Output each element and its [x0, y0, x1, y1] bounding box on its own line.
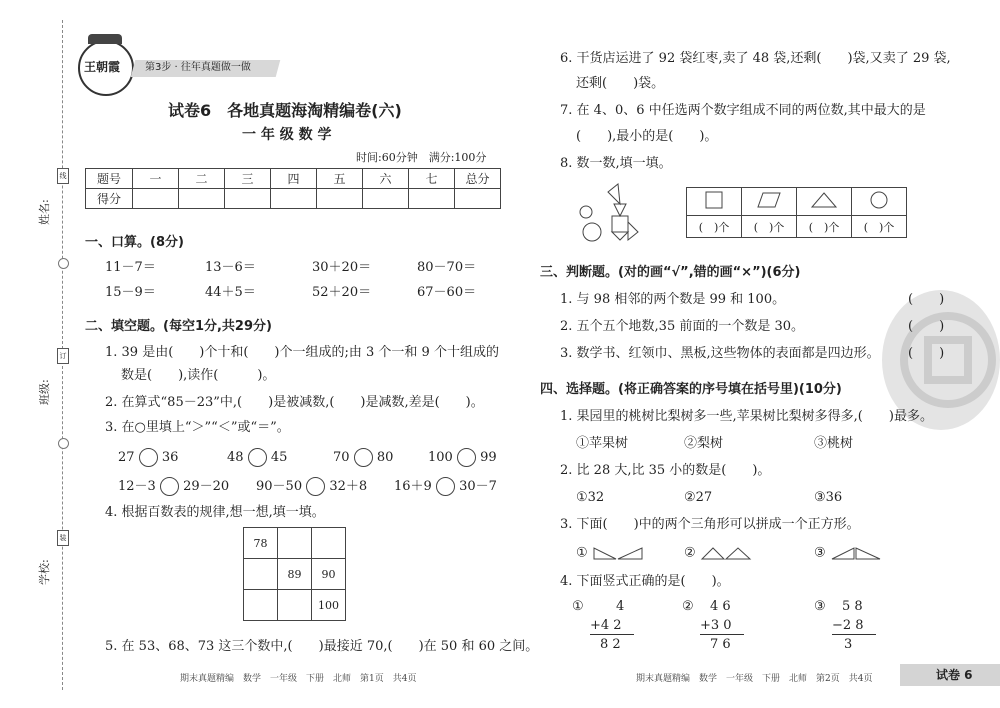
grid-cell[interactable]: [244, 590, 278, 621]
score-cell[interactable]: [271, 189, 317, 209]
q6-line1: 6. 干货店运进了 92 袋红枣,卖了 48 袋,还剩( )袋,又卖了 29 袋,: [560, 51, 951, 66]
shape-count-blank[interactable]: ( )个: [852, 216, 907, 238]
score-cell[interactable]: [133, 189, 179, 209]
q8: 8. 数一数,填一填。: [560, 156, 672, 171]
score-header-cell: 一: [133, 169, 179, 189]
oral-calc-item: 80－70＝: [417, 260, 477, 275]
section-1-heading: 一、口算。(8分): [85, 235, 184, 250]
score-cell[interactable]: [455, 189, 501, 209]
fill-q5: 5. 在 53、68、73 这三个数中,( )最接近 70,( )在 50 和 60 之间。: [105, 639, 539, 654]
score-cell[interactable]: [363, 189, 409, 209]
choice-option[interactable]: ①苹果树: [576, 436, 629, 451]
grid-cell[interactable]: [278, 590, 312, 621]
judge-item: 1. 与 98 相邻的两个数是 99 和 100。: [560, 292, 786, 307]
grid-cell: 90: [312, 559, 346, 590]
triangle-icon: [797, 188, 852, 216]
compare-item: 48 45: [227, 450, 288, 465]
grid-cell[interactable]: [244, 559, 278, 590]
choice-q4: 4. 下面竖式正确的是( )。: [560, 574, 730, 589]
binding-hole: [58, 438, 69, 449]
choice-q1: 1. 果园里的桃树比梨树多一些,苹果树比梨树多得多,( )最多。: [560, 409, 933, 424]
score-header-cell: 五: [317, 169, 363, 189]
compare-item: 27 36: [118, 450, 179, 465]
grid-cell[interactable]: [278, 528, 312, 559]
oral-calc-item: 44＋5＝: [205, 285, 256, 300]
fill-q1-line2: 数是( ),读作( )。: [121, 368, 276, 383]
oral-calc-item: 67－60＝: [417, 285, 477, 300]
binding-hole: [58, 258, 69, 269]
fill-q4: 4. 根据百数表的规律,想一想,填一填。: [105, 505, 325, 520]
seal-box: 订: [57, 348, 69, 364]
shape-count-table: [686, 187, 907, 238]
parallelogram-icon: [742, 188, 797, 216]
fill-q2: 2. 在算式“85－23”中,( )是被减数,( )是减数,差是( )。: [105, 395, 484, 410]
judge-answer-blank[interactable]: ( ): [908, 292, 945, 307]
tangram-figure: [576, 182, 676, 248]
score-header-cell: 七: [409, 169, 455, 189]
exam-time: 时间:60分钟 满分:100分: [356, 151, 487, 164]
hundred-chart-grid: [243, 527, 346, 621]
compare-item: 90－50 32＋8: [256, 479, 368, 494]
choice-q3: 3. 下面( )中的两个三角形可以拼成一个正方形。: [560, 517, 860, 532]
vertical-calc-3[interactable]: ③ 5 8 −2 8 3: [814, 600, 884, 652]
choice-option[interactable]: ②梨树: [684, 436, 724, 451]
footer-left: 期末真题精编 数学 一年级 下册 北师 第1页 共4页: [180, 674, 417, 684]
name-field-label: 姓名:: [38, 199, 51, 225]
compare-item: 12－3 29－20: [118, 479, 230, 494]
vertical-calc-2[interactable]: ② 4 6 +3 0 7 6: [682, 600, 752, 652]
fill-q3: 3. 在○里填上“＞”“＜”或“＝”。: [105, 420, 290, 435]
exam-title: 试卷6 各地真题海淘精编卷(六): [168, 101, 402, 120]
shape-count-blank[interactable]: ( )个: [797, 216, 852, 238]
compare-circle[interactable]: [457, 448, 476, 467]
judge-answer-blank[interactable]: ( ): [908, 319, 945, 334]
score-table: [85, 168, 501, 209]
q7-line1: 7. 在 4、0、6 中任选两个数字组成不同的两位数,其中最大的是: [560, 103, 926, 118]
section-3-heading: 三、判断题。(对的画“√”,错的画“×”)(6分): [540, 265, 801, 280]
compare-circle[interactable]: [354, 448, 373, 467]
score-header-cell: 二: [179, 169, 225, 189]
score-header-cell: 三: [225, 169, 271, 189]
q6-line2: 还剩( )袋。: [576, 76, 665, 91]
fill-q1-line1: 1. 39 是由( )个十和( )个一组成的;由 3 个一和 9 个十组成的: [105, 345, 499, 360]
brand-logo: 王朝霞: [78, 40, 134, 96]
section-4-heading: 四、选择题。(将正确答案的序号填在括号里)(10分): [540, 382, 842, 397]
grid-cell: 89: [278, 559, 312, 590]
seal-box: 装: [57, 530, 69, 546]
choice-option[interactable]: ①32: [576, 490, 605, 505]
score-header-cell: 总分: [455, 169, 501, 189]
oral-calc-item: 15－9＝: [105, 285, 156, 300]
choice-option[interactable]: ③桃树: [814, 436, 854, 451]
score-header-cell: 四: [271, 169, 317, 189]
circle-icon: [852, 188, 907, 216]
judge-answer-blank[interactable]: ( ): [908, 346, 945, 361]
shape-count-blank[interactable]: ( )个: [742, 216, 797, 238]
compare-circle[interactable]: [160, 477, 179, 496]
section-2-heading: 二、填空题。(每空1分,共29分): [85, 319, 272, 334]
school-field-label: 学校:: [38, 559, 51, 585]
judge-item: 3. 数学书、红领巾、黑板,这些物体的表面都是四边形。: [560, 346, 880, 361]
judge-item: 2. 五个五个地数,35 前面的一个数是 30。: [560, 319, 805, 334]
score-header-cell: 题号: [86, 169, 133, 189]
grid-cell[interactable]: [312, 528, 346, 559]
score-cell[interactable]: [317, 189, 363, 209]
compare-circle[interactable]: [436, 477, 455, 496]
compare-item: 70 80: [333, 450, 394, 465]
subject-title: 一 年 级 数 学: [242, 127, 332, 143]
shape-count-blank[interactable]: ( )个: [687, 216, 742, 238]
compare-circle[interactable]: [139, 448, 158, 467]
score-cell[interactable]: [409, 189, 455, 209]
oral-calc-item: 13－6＝: [205, 260, 256, 275]
step-label: 第3步 · 往年真题做一做: [145, 62, 251, 73]
choice-option[interactable]: ②: [684, 546, 752, 560]
oral-calc-item: 52＋20＝: [312, 285, 372, 300]
q7-line2: ( ),最小的是( )。: [576, 129, 718, 144]
vertical-calc-1[interactable]: ① 4 +4 2 8 2: [572, 600, 642, 652]
grid-cell: 100: [312, 590, 346, 621]
footer-right: 期末真题精编 数学 一年级 下册 北师 第2页 共4页: [636, 674, 873, 684]
choice-option[interactable]: ③36: [814, 490, 843, 505]
oral-calc-item: 30＋20＝: [312, 260, 372, 275]
oral-calc-item: 11－7＝: [105, 260, 156, 275]
grid-cell: 78: [244, 528, 278, 559]
score-cell[interactable]: [179, 189, 225, 209]
seal-box: 线: [57, 168, 69, 184]
compare-circle[interactable]: [306, 477, 325, 496]
score-header-cell: 六: [363, 169, 409, 189]
score-row-label: 得分: [86, 189, 133, 209]
class-field-label: 班级:: [38, 379, 51, 405]
choice-option[interactable]: ③: [814, 546, 882, 560]
score-cell[interactable]: [225, 189, 271, 209]
compare-circle[interactable]: [248, 448, 267, 467]
page-tag: 试卷 6: [900, 664, 1000, 686]
choice-q2: 2. 比 28 大,比 35 小的数是( )。: [560, 463, 771, 478]
square-icon: [687, 188, 742, 216]
choice-option[interactable]: ①: [576, 546, 644, 560]
compare-item: 100 99: [428, 450, 497, 465]
choice-option[interactable]: ②27: [684, 490, 713, 505]
compare-item: 16＋9 30－7: [394, 479, 497, 494]
